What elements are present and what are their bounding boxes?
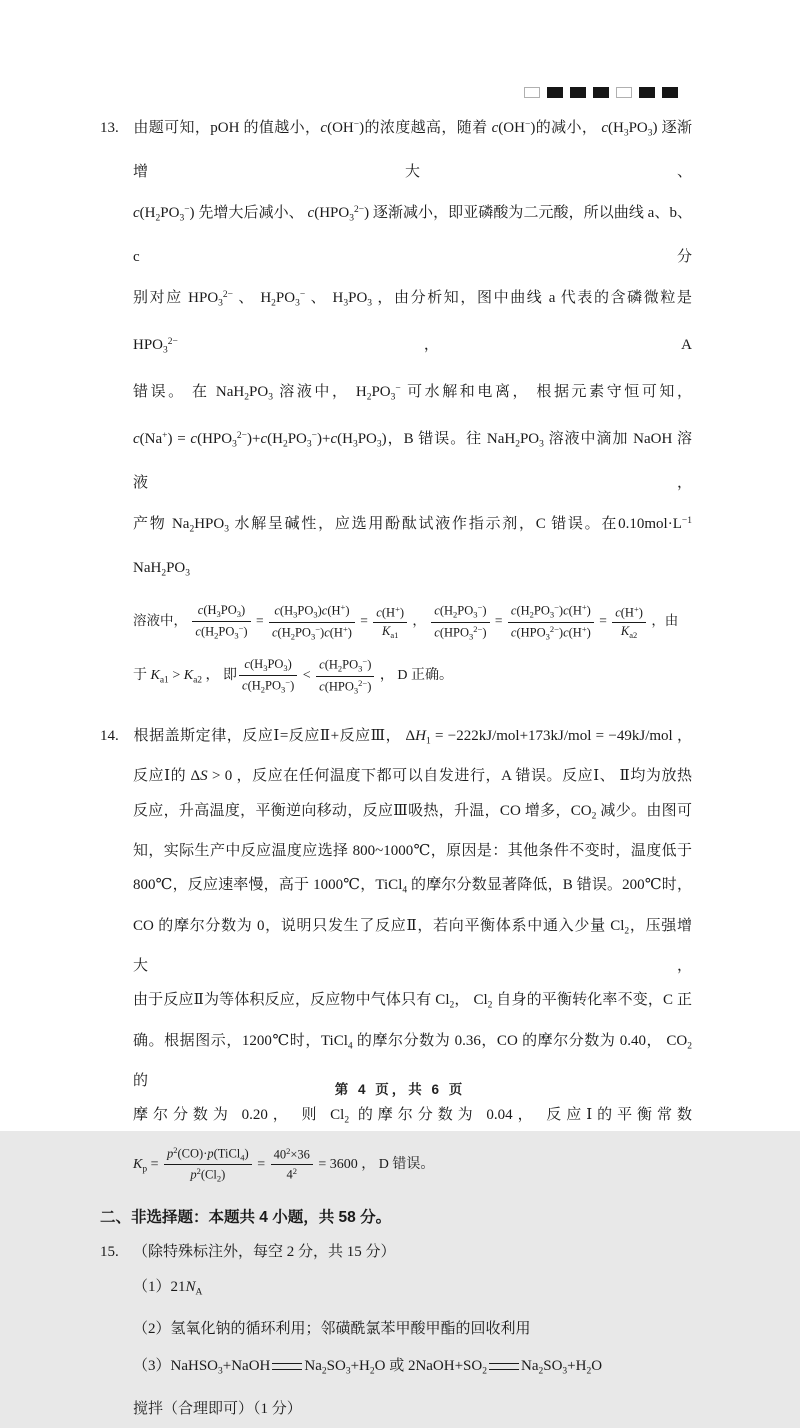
answer-line: 搅拌（合理即可）（1 分）: [133, 1400, 302, 1417]
document-line: [100, 106, 693, 191]
equation-line: 于 $K_{a1} > K_{a2}$ ， 即 $\frac{c(H_3PO_3)}{c(H_2PO_3^-)}$ < $\frac{c(H_2PO_3^-)}{c(HPO_3^{2-})}$ ， D 正确。: [133, 656, 453, 696]
section-2-header: 二、非选择题：本题共 4 小题，共 58 分。: [100, 1208, 392, 1226]
registration-mark: [662, 87, 678, 98]
document-line: $c(H_2PO_3^-)$ 先增大后减小、 $c(HPO_3^{2-})$ 逐渐减小，即亚磷酸为二元酸，所以曲线 a、b、c 分: [133, 205, 693, 265]
line-text: （除特殊标注外，每空 2 分，共 15 分）: [133, 1243, 396, 1260]
item-number: 15.: [100, 1243, 119, 1260]
equation-line: 溶液中， $\frac{c(H_3PO_3)}{c(H_2PO_3^-)}$ = $\frac{c(H_3PO_3)c(H^+)}{c(H_2PO_3^-)c(H^+)}$ = $\frac{c(H^+)}{K_{a1}}$ ， $\frac{c(H_2PO_3^-)}{c(HPO_3^{2-})}$ = $\frac{c(H_2PO_3^-)c(H^+)}{c(HPO_3^{2-})c(H^+)}$ = $\frac{c(H^+)}{K_{a2}}$ ，由: [133, 602, 679, 642]
double-bond-equals: [272, 1363, 302, 1370]
document-line: 800℃，反应速率慢，高于 1000℃，TiCl$_4$ 的摩尔分数显著降低，B 错误。200℃时，: [133, 877, 692, 896]
document-line: $c(Na^+) = c(HPO_3^{2-})+c(H_2PO_3^-)+c(H_3PO_3)$，B 错误。往 $NaH_2PO_3$ 溶液中滴加 NaOH 溶液，: [133, 430, 692, 491]
line-text: 由题可知，pOH 的值越小，c(OH−)的浓度越高，随着 c(OH−)的减小， $c(H_3PO_3)$ 逐渐增大、: [133, 120, 693, 180]
registration-mark: [570, 87, 586, 98]
page-footer: 第 4 页，共 6 页: [334, 1082, 466, 1097]
registration-mark: [616, 87, 632, 98]
equation-line: $K_p$ = $\frac{p^2(CO)\cdot p(TiCl_4)}{p^2(Cl_2)}$ = $\frac{40^2\times 36}{4^2}$ = 3600 ， D 错误。: [133, 1144, 435, 1184]
registration-mark: [639, 87, 655, 98]
document-line: [100, 719, 692, 759]
item-13-explanation: [100, 106, 692, 707]
registration-mark: [547, 87, 563, 98]
document-line: 由于反应Ⅱ为等体积反应，反应物中气体只有 $Cl_2$， $Cl_2$ 自身的平衡转化率不变，C 正: [133, 992, 692, 1011]
document-line: 产物 $Na_2HPO_3$ 水解呈碱性，应选用酚酞试液作指示剂，C 错误。在$0.10mol\cdot L^{-1}$ $NaH_2PO_3$: [133, 515, 692, 578]
item-15-answers: [100, 1235, 692, 1428]
document-line: [100, 1235, 692, 1269]
answer-line: $(1)21N_A$: [133, 1278, 203, 1298]
document-line: 反应，升高温度，平衡逆向移动，反应Ⅲ吸热，升温，CO 增多，$CO_2$ 减少。由图可: [133, 802, 692, 821]
document-line: 摩尔分数为 0.20， 则 $Cl_2$ 的摩尔分数为 0.04， 反应Ⅰ的平衡常数: [133, 1107, 692, 1126]
item-number: 14.: [100, 727, 119, 744]
answer-line: （2）氢氧化钠的循环利用；邻磺酰氯苯甲酸甲酯的回收利用: [133, 1321, 531, 1338]
answer-line: （3）NaHSO$_3$+NaOH $Na_2SO_3+H_2O$ 或 $2NaOH+SO_2$ $Na_2SO_3+H_2O$: [133, 1358, 603, 1377]
document-line: 知，实际生产中反应温度应选择 800~1000℃，原因是：其他条件不变时，温度低于: [133, 842, 692, 859]
registration-mark: [593, 87, 609, 98]
line-text: 根据盖斯定律，反应Ⅰ=反应Ⅱ+反应Ⅲ， $\Delta H_1 = -222kJ/mol+173kJ/mol = -49kJ/mol$ ，: [133, 727, 692, 746]
registration-marks: [524, 87, 678, 98]
item-14-explanation: [100, 719, 692, 1195]
document-line: 错误。 在 $NaH_2PO_3$ 溶液中， $H_2PO_3^-$ 可水解和电离， 根据元素守恒可知，: [133, 383, 692, 403]
document-line: 确。根据图示，1200℃时，TiCl$_4$ 的摩尔分数为 0.36，CO 的摩尔分数为 0.40， $CO_2$ 的: [133, 1032, 692, 1089]
double-bond-equals: [489, 1363, 519, 1370]
document-line: CO 的摩尔分数为 0，说明只发生了反应Ⅱ，若向平衡体系中通入少量 $Cl_2$，压强增大，: [133, 917, 692, 974]
document-line: 反应Ⅰ的 ΔS > 0 ，反应在任何温度下都可以自发进行，A 错误。反应Ⅰ、 Ⅱ均为放热: [133, 767, 693, 784]
registration-mark: [524, 87, 540, 98]
item-number: 13.: [100, 120, 119, 137]
page-content: [100, 106, 692, 1428]
document-line: 别对应 $HPO_3^{2-}$ 、 $H_2PO_3^-$ 、 $H_3PO_3$ ，由分析知，图中曲线 a 代表的含磷微粒是 $HPO_3^{2-}$ ，A: [133, 290, 692, 356]
